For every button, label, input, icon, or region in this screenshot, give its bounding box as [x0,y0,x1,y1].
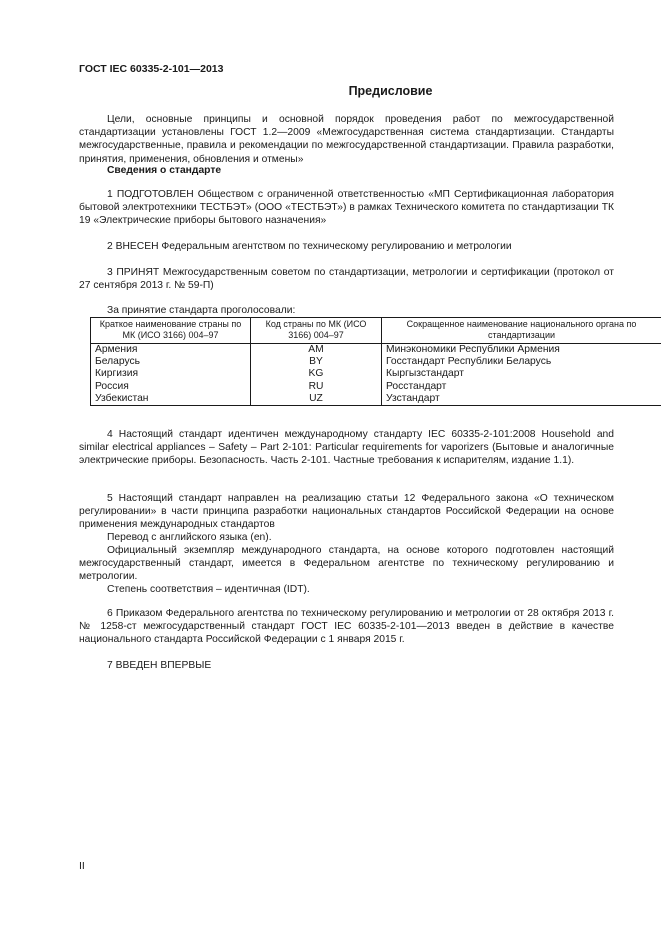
code-cell: UZ [251,393,382,406]
official-copy-note: Официальный экземпляр международного стандарта, на основе которого подготовлен настоящий межгосударственный стандарт, имеется в Федеральном агентстве по техническому регулированию и метрологии. [79,545,614,583]
code-cell: BY [251,356,382,368]
page-number: II [79,860,85,872]
code-cell: RU [251,381,382,393]
country-cell: Россия [91,381,251,393]
document-header: ГОСТ IEC 60335-2-101—2013 [79,63,224,75]
body-cell: Росстандарт [382,381,661,393]
paragraph-4: 4 Настоящий стандарт идентичен международному стандарту IEC 60335-2-101:2008 Household and similar electrical appliances – Safety – Part 2-101: Particular requirements for vaporizers (Бытовые и аналогичные электрические приборы. Безопасность. Часть 2-101. Частные требования к испарителям, издание 1.1). [79,429,614,467]
country-cell: Армения [91,344,251,357]
compliance-degree: Степень соответствия – идентичная (IDT). [107,584,310,595]
body-cell: Узстандарт [382,393,661,406]
table-header: Код страны по МК (ИСО 3166) 004–97 [251,318,382,344]
paragraph-5: 5 Настоящий стандарт направлен на реализацию статьи 12 Федерального закона «О техническом регулировании» в части принципа разработки национальных стандартов Российской Федерации на основе применения международных стандартов [79,493,614,531]
voting-table [90,317,661,406]
translation-note: Перевод с английского языка (en). [107,532,272,543]
table-header: Сокращенное наименование национального органа по стандартизации [382,318,661,344]
table-header: Краткое наименование страны по МК (ИСО 3166) 004–97 [91,318,251,344]
table-row [91,393,661,406]
country-cell: Киргизия [91,368,251,380]
paragraph-2: 2 ВНЕСЕН Федеральным агентством по техническому регулированию и метрологии [107,241,512,252]
code-cell: KG [251,368,382,380]
body-cell: Кыргызстандарт [382,368,661,380]
body-cell: Госстандарт Республики Беларусь [382,356,661,368]
section-title: Предисловие [348,84,433,98]
table-header-row [91,318,661,344]
intro-paragraph: Цели, основные принципы и основной порядок проведения работ по межгосударственной стандартизации установлены ГОСТ 1.2—2009 «Межгосударственная система стандартизации. Стандарты межгосударственные, правила и рекомендации по межгосударственной стандартизации. Правила разработки, принятия, применения, обновления и отмены» [79,114,614,165]
paragraph-3: 3 ПРИНЯТ Межгосударственным советом по стандартизации, метрологии и сертификации (протокол от 27 сентября 2013 г. № 59-П) [79,267,614,292]
table-row [91,381,661,393]
paragraph-7: 7 ВВЕДЕН ВПЕРВЫЕ [107,660,212,671]
table-row [91,368,661,380]
paragraph-6: 6 Приказом Федерального агентства по техническому регулированию и метрологии от 28 октября 2013 г. № 1258-ст межгосударственный стандарт ГОСТ IEC 60335-2-101—2013 введен в действие в качестве национального стандарта Российской Федерации с 1 января 2015 г. [79,608,614,646]
table-row [91,356,661,368]
paragraph-1: 1 ПОДГОТОВЛЕН Обществом с ограниченной ответственностью «МП Сертификационная лаборатория бытовой электротехники ТЕСТБЭТ» (ООО «ТЕСТБЭТ») в рамках Технического комитета по стандартизации ТК 19 «Электрические приборы бытового назначения» [79,189,614,227]
code-cell: AM [251,344,382,357]
body-cell: Минэкономики Республики Армения [382,344,661,357]
country-cell: Беларусь [91,356,251,368]
vote-caption: За принятие стандарта проголосовали: [107,305,296,316]
country-cell: Узбекистан [91,393,251,406]
table-row [91,344,661,357]
info-heading: Сведения о стандарте [107,165,222,176]
